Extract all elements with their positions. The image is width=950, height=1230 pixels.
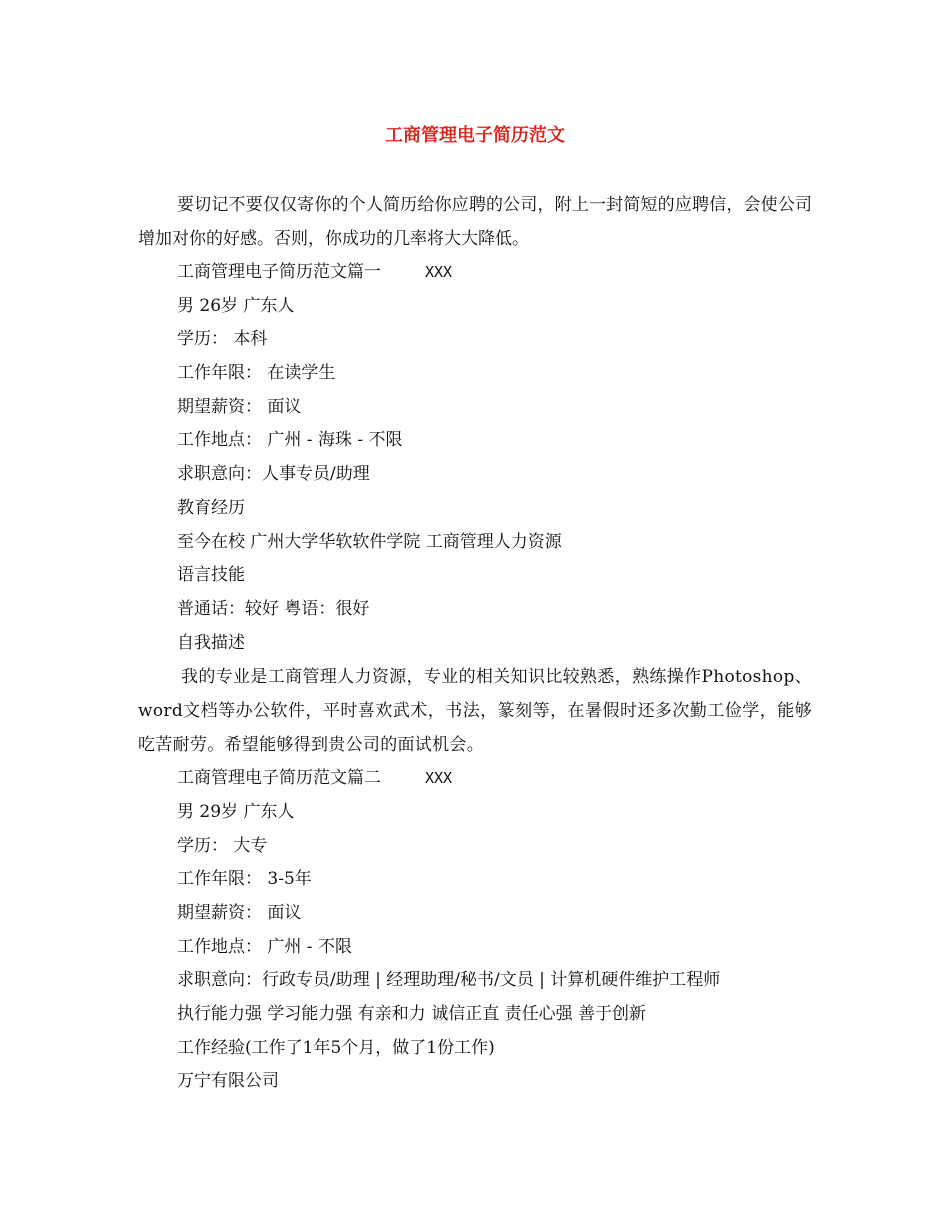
resume1-heading: 工商管理电子简历范文篇一: [177, 262, 381, 282]
resume1-basic: 男 26岁 广东人: [177, 295, 295, 316]
resume2-strengths: 执行能力强 学习能力强 有亲和力 诚信正直 责任心强 善于创新: [177, 1004, 647, 1025]
resume2-name: XXX: [425, 769, 453, 788]
resume1-salary: 期望薪资： 面议: [177, 396, 302, 417]
resume1-edu-detail: 至今在校 广州大学华软软件学院 工商管理人力资源: [177, 531, 562, 552]
resume1-self-heading: 自我描述: [177, 632, 245, 653]
resume1-edu-heading: 教育经历: [177, 497, 245, 518]
resume2-experience: 工作经验(工作了1年5个月，做了1份工作): [177, 1037, 495, 1058]
resume2-company: 万宁有限公司: [177, 1071, 279, 1092]
resume1-education: 学历： 本科: [177, 329, 268, 350]
resume1-location: 工作地点： 广州 - 海珠 - 不限: [177, 430, 403, 451]
intro-paragraph: 要切记不要仅仅寄你的个人简历给你应聘的公司，附上一封简短的应聘信，会使公司增加对你的好感。否则，你成功的几率将大大降低。: [138, 195, 812, 249]
resume1-self-detail: 我的专业是工商管理人力资源，专业的相关知识比较熟悉，熟练操作Photoshop、word文档等办公软件，平时喜欢武术，书法，篆刻等，在暑假时还多次勤工俭学，能够吃苦耐劳。希望能够得到贵公司的面试机会。: [138, 667, 812, 756]
resume2-location: 工作地点： 广州 - 不限: [177, 936, 352, 957]
resume2-education: 学历： 大专: [177, 835, 268, 856]
resume2-years: 工作年限： 3-5年: [177, 869, 312, 890]
resume2-intent: 求职意向：行政专员/助理 | 经理助理/秘书/文员 | 计算机硬件维护工程师: [177, 970, 721, 991]
resume1-heading-line: [138, 256, 812, 290]
resume2-salary: 期望薪资： 面议: [177, 903, 302, 923]
resume1-years: 工作年限： 在读学生: [177, 363, 336, 384]
document-body: [138, 188, 812, 1099]
resume1-lang-heading: 语言技能: [177, 565, 245, 586]
resume2-heading: 工商管理电子简历范文篇二: [177, 768, 381, 789]
resume2-heading-line: [138, 762, 812, 796]
document-title: 工商管理电子简历范文: [385, 125, 565, 146]
resume2-basic: 男 29岁 广东人: [177, 801, 295, 822]
resume1-intent: 求职意向：人事专员/助理: [177, 464, 370, 485]
resume1-name: XXX: [425, 263, 453, 281]
resume1-lang-detail: 普通话：较好 粤语：很好: [177, 598, 370, 619]
